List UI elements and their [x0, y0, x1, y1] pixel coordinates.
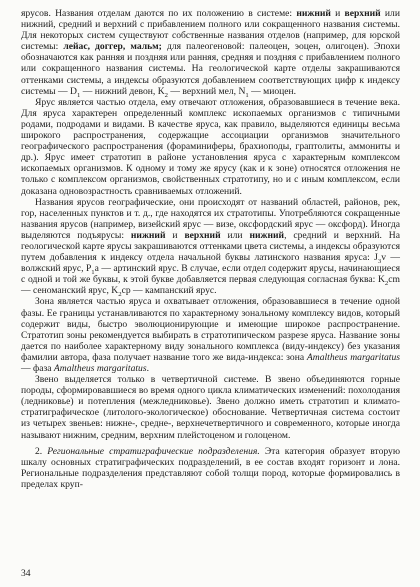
paragraph: 2. Региональные стратиграфические подразделения. Эта категория образует вторую шкалу основных стратиграфических подразделений, в ее состав входят горизонт и лона. Региональные подразделения представляют собой толщи пород, которые формировались в пределах круп-	[21, 445, 401, 490]
paragraph: Звено выделяется только в четвертичной системе. В звено объединяются горные породы, сформировавшиеся во время одного цикла климатических изменений: похолодания (ледниковье) и потепления (межледниковье). Звено должно иметь стратотип и климато-стратиграфическое (литолого-экологическое) обоснование. Четвертичная система состоит из четырех звеньев: нижне-, средне-, верхнечетвертичного и современного, которые иногда называют нижним, средним, верхним плейстоценом и голоценом.	[21, 374, 400, 441]
paragraph: Ярус является частью отдела, ему отвечают отложения, образовавшиеся в течение века. Для яруса характерен определенный комплекс ископаемых организмов с типичными родами, подродами и видами. В качестве яруса, как правило, выделяются единицы весьма широкого распространения, содержащие ассоциации организмов значительного географического распространения (фораминиферы, брахиоподы, граптолиты, аммониты и др.). Ярус имеет стратотип в районе установления яруса с характерным комплексом ископаемых организмов. К одному и тому же ярусу (как и к зоне) относятся отложения не только с комплексом организмов, свойственных стратотипу, но и с иным комплексом, если доказана одновозрастность сравниваемых отложений.	[21, 96, 400, 197]
paragraph: Зона является частью яруса и охватывает отложения, образовавшиеся в течение одной фазы. Ее границы устанавливаются по характерному зональному комплексу видов, который содержит виды, быстро эволюционирующие и имеющие широкое распространение. Стратотип зоны рекомендуется выбирать в стратотипическом разрезе яруса. Название зоны дается по наиболее характерному виду зонального комплекса (виду-индексу) без указания фамилии автора, фаза получает название того же вида-индекса: зона Amaltheus margaritatus — фаза Amaltheus margaritatus.	[21, 296, 400, 374]
page-number: 34	[21, 568, 31, 579]
paragraph: Названия ярусов географические, они происходят от названий областей, районов, рек, гор, населенных пунктов и т. д., где находятся их стратотипы. Употребляются сокращенные названия ярусов (например, визейский ярус — визе, оксфордский ярус — оксфорд). Иногда выделяются подъярусы: нижний и верхний или нижний, средний и верхний. На геологической карте ярусы закрашиваются оттенками цвета системы, а индексы образуются путем добавления к индексу отдела начальной буквы латинского названия яруса: $J_3v$ — волжский ярус, $P_1a$ — артинский ярус. В случае, если отдел содержит ярусы, начинающиеся с одной и той же буквы, к этой букве добавляется первая следующая согласная буква: $K_2cm$ — сеноманский ярус, $K_2cp$ — кампанский ярус.	[21, 196, 401, 299]
paragraph: ярусов. Названия отделам даются по их положению в системе: нижний и верхний или нижний, средний и верхний с прибавлением полного или сокращенного названия системы. Для некоторых систем существуют собственные названия отделов (например, для юрской системы: лейас, доггер, мальм; для палеогеновой: палеоцен, эоцен, олигоцен). Эпохи обозначаются как ранняя и поздняя или ранняя, средняя и поздняя с прибавлением полного или сокращенного названия системы. На геологической карте отделы закрашиваются оттенками системы, а индексы образуются добавлением соответствующих цифр к индексу системы — $D_1$ — нижний девон, $K_2$ — верхний мел, $N_1$ — миоцен.	[21, 8, 400, 99]
body-text	[21, 8, 400, 490]
